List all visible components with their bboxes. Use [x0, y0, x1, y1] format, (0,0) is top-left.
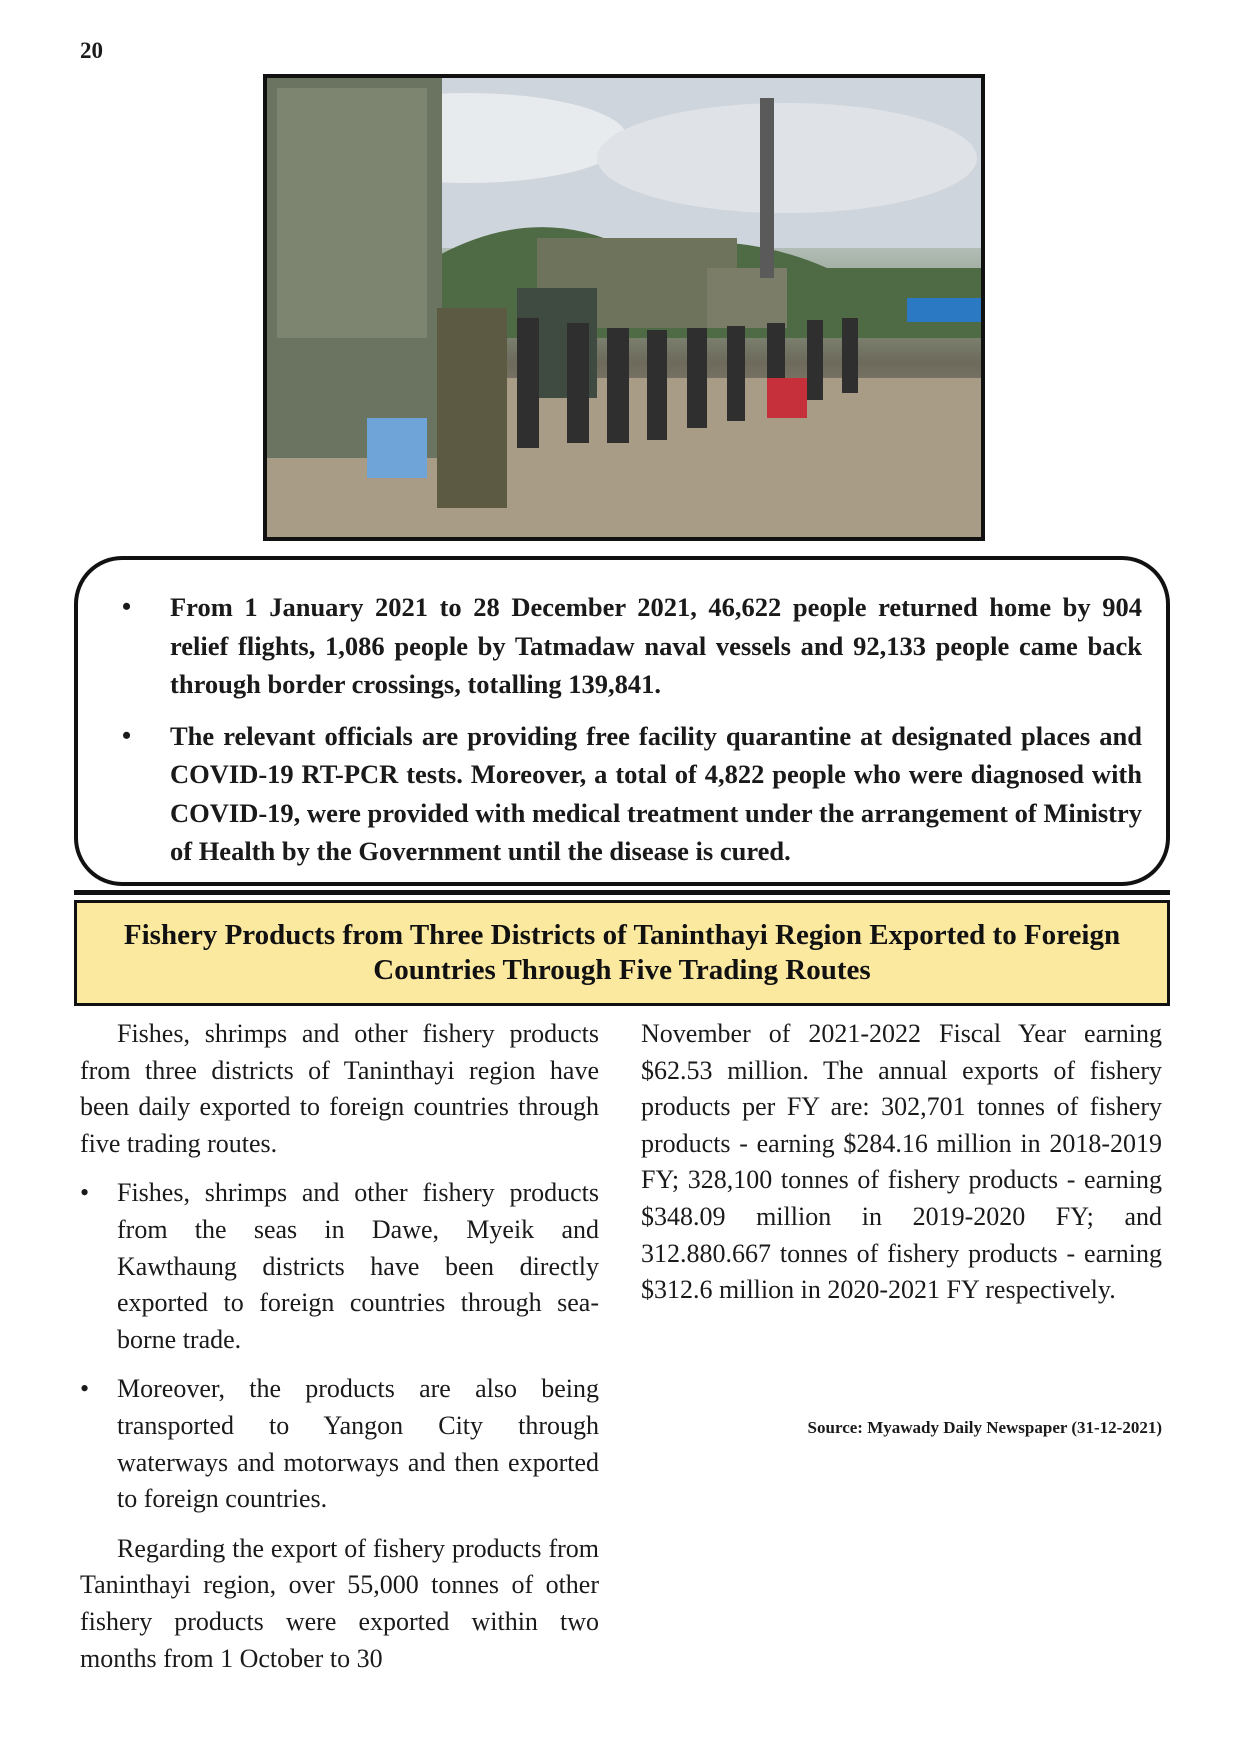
- article-bullet-seaborne: • Fishes, shrimps and other fishery products from the seas in Dawe, Myeik and Kawthaung districts have been directly exported to foreign countries through sea-borne trade.: [80, 1175, 599, 1358]
- article-headline-box: [74, 900, 1170, 1006]
- article-bullet-yangon: • Moreover, the products are also being transported to Yangon City through waterways and motorways and then exported to foreign countries.: [80, 1371, 599, 1517]
- page-number: 20: [80, 38, 103, 63]
- highlights-box: [74, 556, 1170, 886]
- section-divider: [74, 890, 1170, 895]
- photo-illustration: [267, 78, 981, 537]
- highlight-quarantine: • The relevant officials are providing free facility quarantine at designated places and COVID-19 RT-PCR tests. Moreover, a total of 4,822 people who were diagnosed with COVID-19, were provided with medical treatment under the arrangement of Ministry of Health by the Government until the disease is cured.: [118, 717, 1142, 871]
- article-title: Fishery Products from Three Districts of Taninthayi Region Exported to Foreign Countries Through Five Trading Routes: [123, 919, 1121, 986]
- highlights-list: [118, 588, 1142, 871]
- article-closing-right: November of 2021-2022 Fiscal Year earning $62.53 million. The annual exports of fishery products per FY are: 302,701 tonnes of fishery products - earning $284.16 million in 2018-2019 FY; 328,100 tonnes of fishery products - earning $348.09 million in 2019-2020 FY; and 312.880.667 tonnes of fishery products - earning $312.6 million in 2020-2021 FY respectively.: [641, 1019, 1162, 1305]
- article-column-right: [641, 1016, 1162, 1322]
- source-citation: Source: Myawady Daily Newspaper (31-12-2021): [807, 1418, 1162, 1437]
- article-intro: Fishes, shrimps and other fishery products from three districts of Taninthayi region have been daily exported to foreign countries through five trading routes.: [80, 1019, 599, 1158]
- article-column-left: [80, 1016, 599, 1690]
- article-closing-left: Regarding the export of fishery products from Taninthayi region, over 55,000 tonnes of other fishery products were exported within two months from 1 October to 30: [80, 1533, 599, 1673]
- returnees-queue-photo: [263, 74, 985, 541]
- article-bullets: [80, 1175, 599, 1517]
- highlight-returnees: • From 1 January 2021 to 28 December 2021, 46,622 people returned home by 904 relief flights, 1,086 people by Tatmadaw naval vessels and 92,133 people came back through border crossings, totalling 139,841.: [118, 588, 1142, 704]
